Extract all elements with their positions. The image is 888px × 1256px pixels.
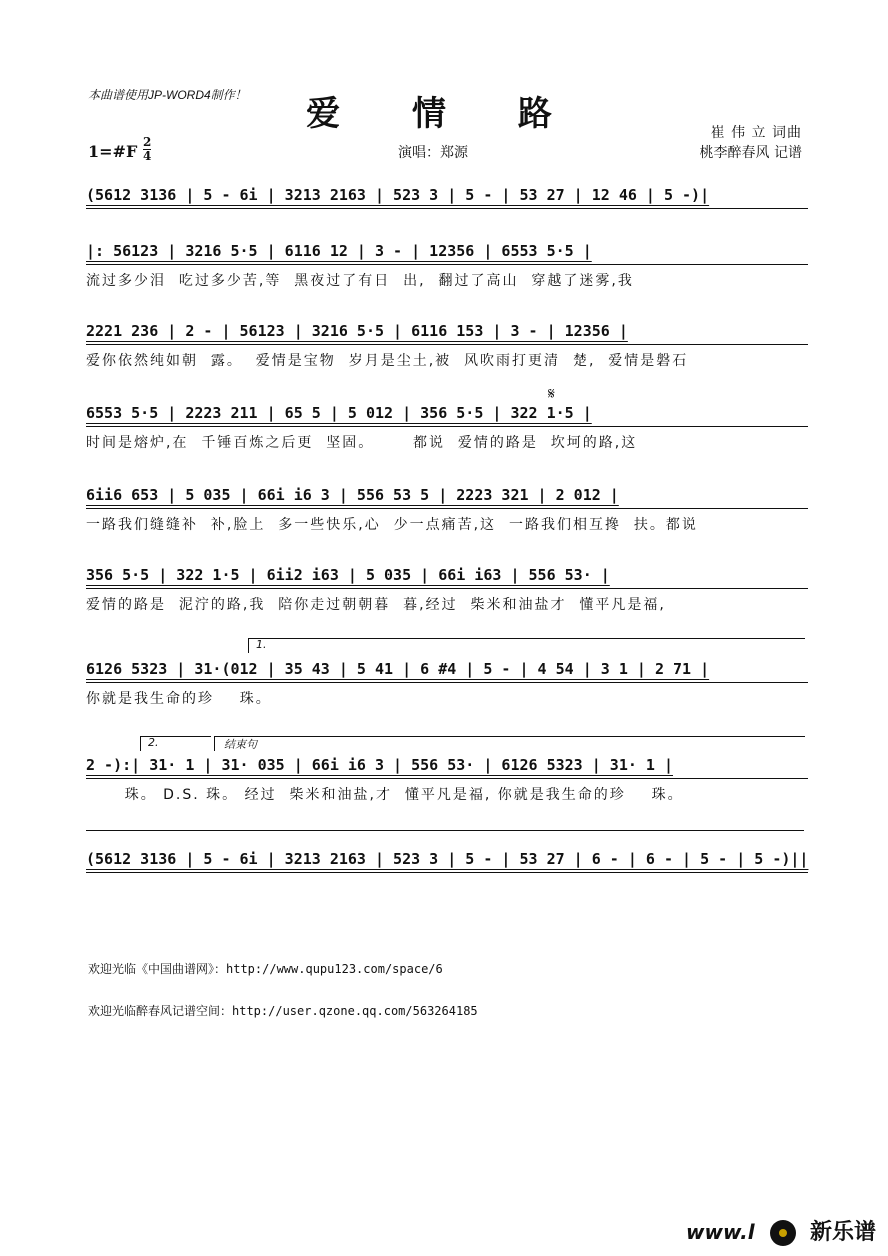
- volta-1-label: 1.: [256, 638, 267, 651]
- composer-credit: 崔 伟 立 词曲: [710, 125, 802, 141]
- song-title: 爱 情 路: [306, 94, 582, 134]
- volta-1-bracket: [248, 638, 805, 653]
- software-note: 本曲谱使用JP-WORD4制作！: [88, 88, 247, 102]
- notes-line: 6126 5323 | 31·(012 | 35 43 | 5 41 | 6 #4 | 5 - | 4 54 | 3 1 | 2 71 |: [86, 656, 808, 683]
- ending-bracket: [214, 736, 805, 751]
- time-top: 2: [143, 135, 152, 149]
- footer-link-1[interactable]: 欢迎光临《中国曲谱网》：http://www.qupu123.com/space/6: [88, 962, 443, 976]
- staff-line-2: [86, 238, 808, 291]
- staff-line-6: [86, 562, 808, 615]
- ending-label: 结束句: [224, 738, 257, 751]
- notes-line: 2221 236 | 2 - | 56123 | 3216 5·5 | 6116 153 | 3 - | 12356 |: [86, 318, 808, 345]
- notes-line: 356 5·5 | 322 1·5 | 6ii2 i63 | 5 035 | 66i i63 | 556 53· |: [86, 562, 808, 589]
- notator-credit: 桃李醉春风 记谱: [699, 145, 802, 161]
- lyrics-line: 你就是我生命的珍 珠。: [86, 691, 272, 707]
- notes-line: 6553 5·5 | 2223 211 | 65 5 | 5 012 | 356 5·5 | 322 1·5 |: [86, 400, 808, 427]
- brand-logo: [686, 1215, 876, 1246]
- lyrics-line: 流过多少泪 吃过多少苦,等 黑夜过了有日 出, 翻过了高山 穿越了迷雾,我: [86, 273, 634, 289]
- notes-line: (5612 3136 | 5 - 6i | 3213 2163 | 523 3 | 5 - | 53 27 | 6 - | 6 - | 5 - | 5 -)||: [86, 846, 808, 873]
- lyrics-line: 时间是熔炉,在 千锤百炼之后更 坚固。 都说 爱情的路是 坎坷的路,这: [86, 435, 638, 451]
- lyrics-line: 爱你依然纯如朝 露。 爱情是宝物 岁月是尘土,被 风吹雨打更清 楚, 爱情是磐石: [86, 353, 689, 369]
- notes-line: 6ii6 653 | 5 035 | 66i i6 3 | 556 53 5 | 2223 321 | 2 012 |: [86, 482, 808, 509]
- staff-line-4: [86, 400, 808, 453]
- record-disc-icon: [770, 1220, 796, 1246]
- singer-credit: 演唱：郑源: [398, 145, 468, 161]
- lyrics-line: 一路我们缝缝补 补,脸上 多一些快乐,心 少一点痛苦,这 一路我们相互搀 扶。都说: [86, 517, 698, 533]
- brand-www: www.l: [686, 1220, 755, 1244]
- notes-line: |: 56123 | 3216 5·5 | 6116 12 | 3 - | 12356 | 6553 5·5 |: [86, 238, 808, 265]
- segno-sign: 𝄋: [548, 384, 555, 403]
- lyrics-line: 爱情的路是 泥泞的路,我 陪你走过朝朝暮 暮,经过 柴米和油盐才 懂平凡是福,: [86, 597, 666, 613]
- coda-bracket: [86, 830, 804, 845]
- notes-line: 2 -):| 31· 1 | 31· 035 | 66i i6 3 | 556 53· | 6126 5323 | 31· 1 |: [86, 752, 808, 779]
- lyrics-line: 珠。 D.S. 珠。 经过 柴米和油盐,才 懂平凡是福, 你就是我生命的珍 珠。: [86, 787, 684, 803]
- staff-line-5: [86, 482, 808, 535]
- footer-link-2[interactable]: 欢迎光临醉春风记谱空间：http://user.qzone.qq.com/563264185: [88, 1004, 478, 1018]
- notes-line: (5612 3136 | 5 - 6i | 3213 2163 | 523 3 | 5 - | 53 27 | 12 46 | 5 -)|: [86, 182, 808, 209]
- time-bottom: 4: [143, 149, 152, 163]
- key-signature: 1=#F: [88, 142, 138, 161]
- time-signature: [143, 136, 151, 163]
- staff-line-8: [86, 752, 808, 805]
- staff-line-7: [86, 656, 808, 709]
- staff-line-1: [86, 182, 808, 209]
- staff-line-3: [86, 318, 808, 371]
- volta-2-label: 2.: [148, 736, 159, 749]
- brand-name: 新乐谱: [809, 1220, 876, 1245]
- staff-line-9: [86, 846, 808, 873]
